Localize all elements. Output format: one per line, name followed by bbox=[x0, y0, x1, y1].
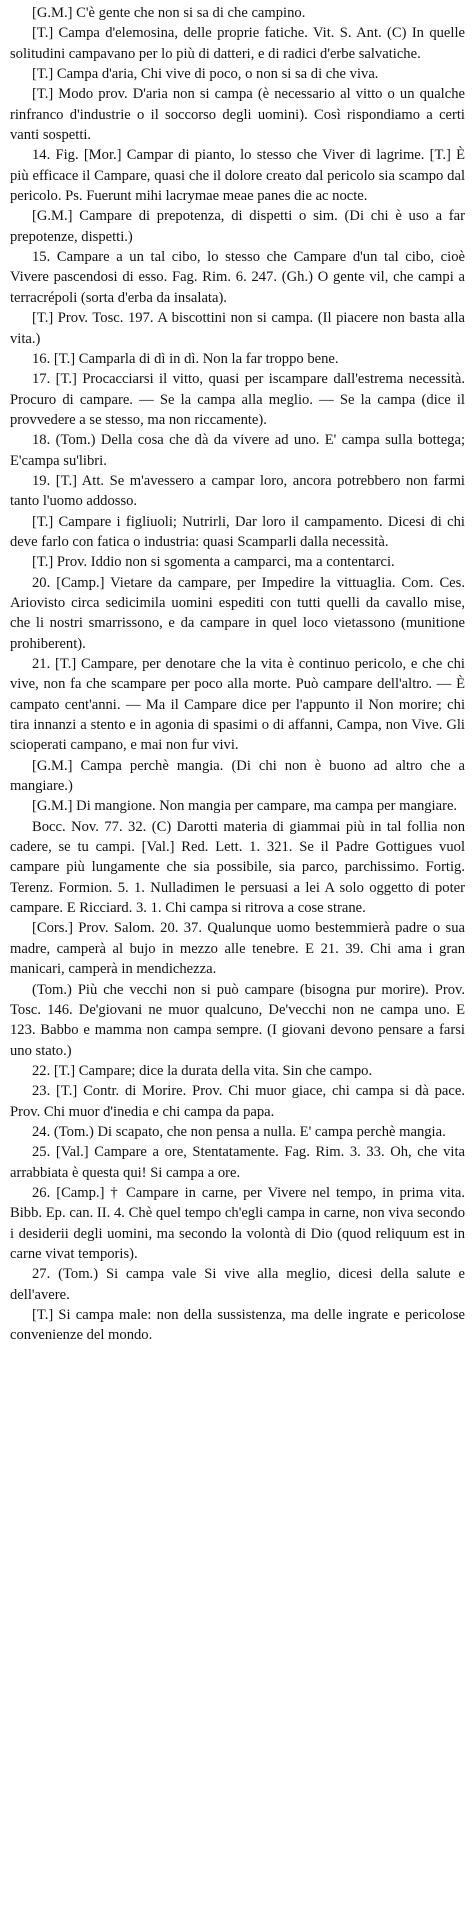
entry-paragraph: [T.] Prov. Tosc. 197. A biscottini non si campa. (Il piacere non basta alla vita.) bbox=[10, 310, 465, 347]
entry-paragraph: 15. Campare a un tal cibo, lo stesso che Campare d'un tal cibo, cioè Vivere pascendosi di esso. Fag. Rim. 6. 247. (Gh.) O gente vil, che campi a terracrépoli (sorta d'erba da insalata). bbox=[10, 249, 465, 306]
entry-paragraph: [T.] Campa d'elemosina, delle proprie fatiche. Vit. S. Ant. (C) In quelle solitudini campavano per lo più di datteri, e di radici d'erbe salvatiche. bbox=[10, 25, 465, 62]
entry-paragraph: Bocc. Nov. 77. 32. (C) Darotti materia di giammai più in tal follia non cadere, se tu campi. [Val.] Red. Lett. 1. 321. Se il Padre Gottigues vuol campare più lungamente che sia possibile, sia parco, parchissimo. Fortig. Terenz. Formion. 5. 1. Nulladimen le persuasi a lei A solo oggetto di poter campare. E Ricciard. 3. 1. Chi campa si ritrova a cose strane. bbox=[10, 818, 465, 917]
entry-paragraph: 18. (Tom.) Della cosa che dà da vivere ad uno. E' campa sulla bottega; E'campa su'libri. bbox=[10, 432, 465, 469]
entry-paragraph: [Cors.] Prov. Salom. 20. 37. Qualunque uomo bestemmierà padre o sua madre, camperà al bujo in mezzo alle tenebre. E 21. 39. Chi ama i gran manicari, camperà in mendichezza. bbox=[10, 920, 465, 978]
entry-paragraph: 16. [T.] Camparla di dì in dì. Non la far troppo bene. bbox=[32, 350, 339, 367]
entry-paragraph: [T.] Si campa male: non della sussistenza, ma delle ingrate e pericolose convenienze del mondo. bbox=[10, 1307, 465, 1344]
entry-paragraph: [G.M.] Campare di prepotenza, di dispetti o sim. (Di chi è uso a far prepotenze, dispetti.) bbox=[10, 208, 465, 245]
entry-paragraph: 20. [Camp.] Vietare da campare, per Impedire la vittuaglia. Com. Ces. Ariovisto circa sedicimila uomini espediti con tutti quelli da cavallo mise, che li nostri smarrissono, e da campare in quel loco vietassono (munitione prohiberent). bbox=[10, 574, 465, 652]
entry-paragraph: 22. [T.] Campare; dice la durata della vita. Sin che campo. bbox=[32, 1062, 373, 1079]
entry-paragraph: [T.] Campare i figliuoli; Nutrirli, Dar loro il campamento. Dicesi di chi deve farlo con fatica o industria: quasi Scamparli dalla necessità. bbox=[10, 513, 465, 550]
entry-paragraph: (Tom.) Più che vecchi non si può campare (bisogna pur morire). Prov. Tosc. 146. De'giovani ne muor qualcuno, De'vecchi non ne campa uno. E 123. Babbo e mamma non campa sempre. (I giovani devono pensare a farsi uno stato.) bbox=[10, 981, 465, 1059]
entry-paragraph: 19. [T.] Att. Se m'avessero a campar loro, ancora potrebbero non farmi tanto l'uomo addosso. bbox=[10, 472, 465, 510]
entry-paragraph: 24. (Tom.) Di scapato, che non pensa a nulla. E' campa perchè mangia. bbox=[32, 1123, 446, 1140]
entry-paragraph: [G.M.] Di mangione. Non mangia per campare, ma campa per mangiare. bbox=[32, 798, 458, 815]
entry-paragraph: [G.M.] Campa perchè mangia. (Di chi non è buono ad altro che a mangiare.) bbox=[10, 757, 465, 795]
entry-paragraph: 27. (Tom.) Si campa vale Si vive alla meglio, dicesi della salute e dell'avere. bbox=[10, 1266, 465, 1303]
entry-paragraph: [T.] Modo prov. D'aria non si campa (è necessario al vitto o un qualche rinfranco d'industrie o il soccorso degli uomini). Così rispondiamo a certi vanti sospetti. bbox=[10, 86, 465, 144]
entry-paragraph: 14. Fig. [Mor.] Campar di pianto, lo stesso che Viver di lagrime. [T.] È più efficace il Campare, quasi che il dolore creato dal pericolo sia scampo dal pericolo. Ps. Fuerunt mihi lacrymae meae panes die ac nocte. bbox=[10, 147, 465, 205]
entry-paragraph: 26. [Camp.] † Campare in carne, per Vivere nel tempo, in prima vita. Bibb. Ep. can. II. 4. Chè quel tempo ch'egli campa in carne, non viva secondo i desiderii degli uomini, ma secondo la volontà di Dio (quod reliquum est in carne vivat temporis). bbox=[10, 1184, 465, 1262]
entry-paragraph: 23. [T.] Contr. di Morire. Prov. Chi muor giace, chi campa si dà pace. Prov. Chi muor d'inedia e chi campa da papa. bbox=[10, 1083, 465, 1120]
entry-paragraph: 25. [Val.] Campare a ore, Stentatamente. Fag. Rim. 3. 33. Oh, che vita arrabbiata è questa qui! Si campa a ore. bbox=[10, 1144, 465, 1181]
entry-paragraph: 17. [T.] Procacciarsi il vitto, quasi per iscampare dall'estrema necessità. Procuro di campare. — Se la campa alla meglio. — Se la campa (dice il provvedere a se stesso, ma non riccamente). bbox=[10, 371, 465, 428]
entry-paragraph: [T.] Prov. Iddio non si sgomenta a camparci, ma a contentarci. bbox=[32, 554, 395, 571]
entry-paragraph: 21. [T.] Campare, per denotare che la vita è continuo pericolo, e che chi vive, non fa che scampare per poco alla morte. Può campare dell'altro. — È campato cent'anni. — Ma il Campare dice per l'appunto il Non morire; chi tira innanzi a stento e in agonia di spasimi o di affanni, Campa, non Vive. Gli scioperati campano, e mai non fur vivi. bbox=[10, 656, 465, 754]
entry-paragraph: [G.M.] C'è gente che non si sa di che campino. bbox=[32, 5, 306, 21]
entry-paragraph: [T.] Campa d'aria, Chi vive di poco, o non si sa di che viva. bbox=[32, 66, 379, 83]
